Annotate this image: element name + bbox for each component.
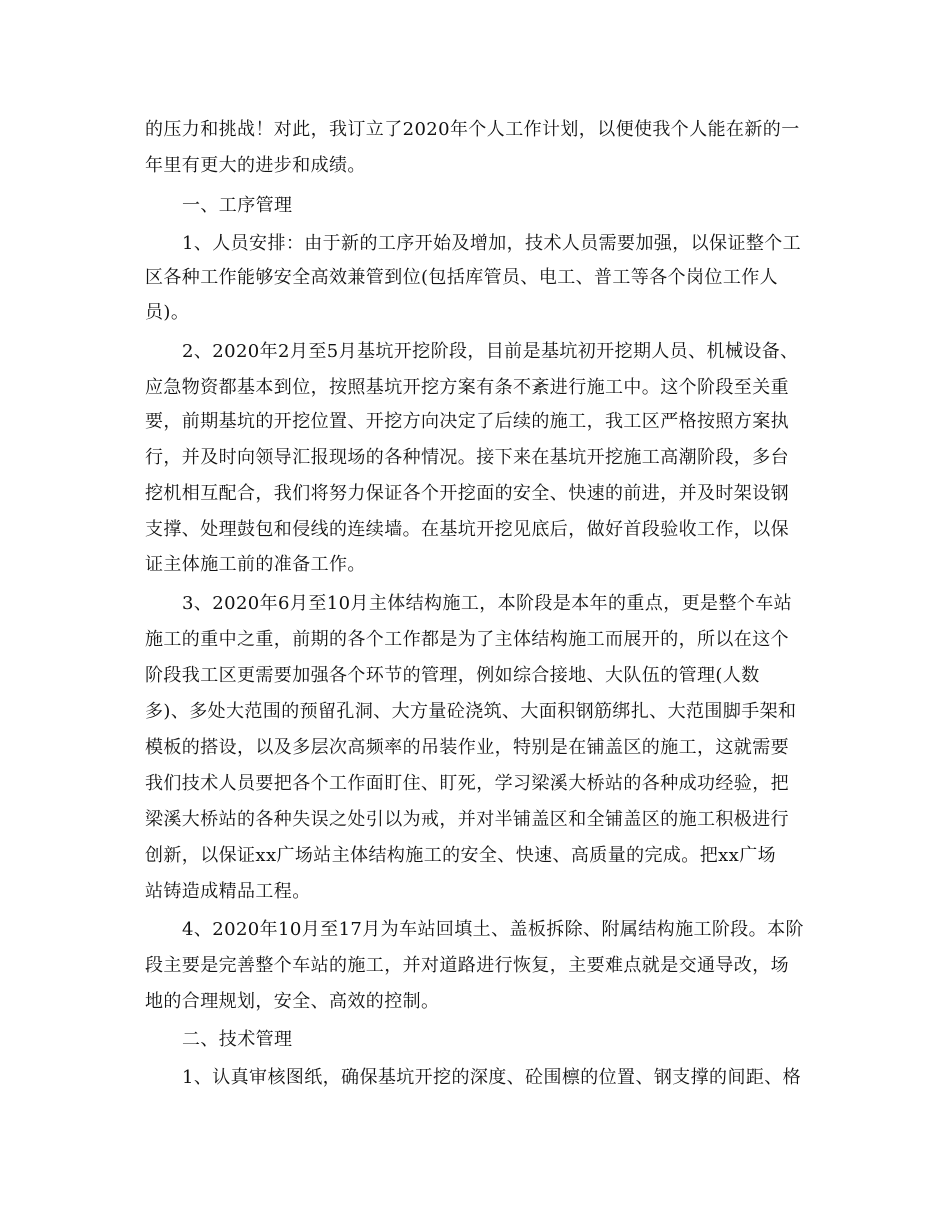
- text-line: 梁溪大桥站的各种失误之处引以为戒，并对半铺盖区和全铺盖区的施工积极进行: [145, 809, 789, 830]
- text-line: 证主体施工前的准备工作。: [145, 554, 366, 575]
- text-line: 段主要是完善整个车站的施工，并对道路进行恢复，主要难点就是交通导改，场: [145, 955, 789, 976]
- text-line: 行，并及时向领导汇报现场的各种情况。接下来在基坑开挖施工高潮阶段，多台: [145, 447, 789, 468]
- text-line: 的压力和挑战！对此，我订立了2020年个人工作计划，以便使我个人能在新的一: [145, 119, 800, 140]
- text-line: 员)。: [145, 302, 190, 323]
- text-line: 创新，以保证xx广场站主体结构施工的安全、快速、高质量的完成。把xx广场: [145, 845, 777, 866]
- text-line: 1、人员安排：由于新的工序开始及增加，技术人员需要加强，以保证整个工: [182, 233, 802, 254]
- text-line: 2、2020年2月至5月基坑开挖阶段，目前是基坑初开挖期人员、机械设备、: [182, 341, 799, 362]
- text-line: 站铸造成精品工程。: [145, 881, 311, 902]
- text-line: 我们技术人员要把各个工作面盯住、盯死，学习梁溪大桥站的各种成功经验，把: [145, 773, 789, 794]
- text-line: 挖机相互配合，我们将努力保证各个开挖面的安全、快速的前进，并及时架设钢: [145, 483, 789, 504]
- text-line: 要，前期基坑的开挖位置、开挖方向决定了后续的施工，我工区严格按照方案执: [145, 411, 789, 432]
- section-heading: 二、技术管理: [182, 1029, 293, 1050]
- text-line: 支撑、处理鼓包和侵线的连续墙。在基坑开挖见底后，做好首段验收工作，以保: [145, 519, 789, 540]
- text-line: 施工的重中之重，前期的各个工作都是为了主体结构施工而展开的，所以在这个: [145, 629, 789, 650]
- text-line: 应急物资都基本到位，按照基坑开挖方案有条不紊进行施工中。这个阶段至关重: [145, 377, 789, 398]
- text-line: 模板的搭设，以及多层次高频率的吊装作业，特别是在铺盖区的施工，这就需要: [145, 737, 789, 758]
- text-line: 区各种工作能够安全高效兼管到位(包括库管员、电工、普工等各个岗位工作人: [145, 267, 779, 288]
- text-line: 多)、多处大范围的预留孔洞、大方量砼浇筑、大面积钢筋绑扎、大范围脚手架和: [145, 701, 797, 722]
- text-line: 年里有更大的进步和成绩。: [145, 155, 366, 176]
- section-heading: 一、工序管理: [182, 195, 293, 216]
- text-line: 4、2020年10月至17月为车站回填土、盖板拆除、附属结构施工阶段。本阶: [182, 919, 804, 940]
- text-line: 阶段我工区更需要加强各个环节的管理，例如综合接地、大队伍的管理(人数: [145, 665, 760, 686]
- text-line: 1、认真审核图纸，确保基坑开挖的深度、砼围檩的位置、钢支撑的间距、格: [182, 1067, 802, 1088]
- text-line: 3、2020年6月至10月主体结构施工，本阶段是本年的重点，更是整个车站: [182, 593, 793, 614]
- text-line: 地的合理规划，安全、高效的控制。: [145, 991, 440, 1012]
